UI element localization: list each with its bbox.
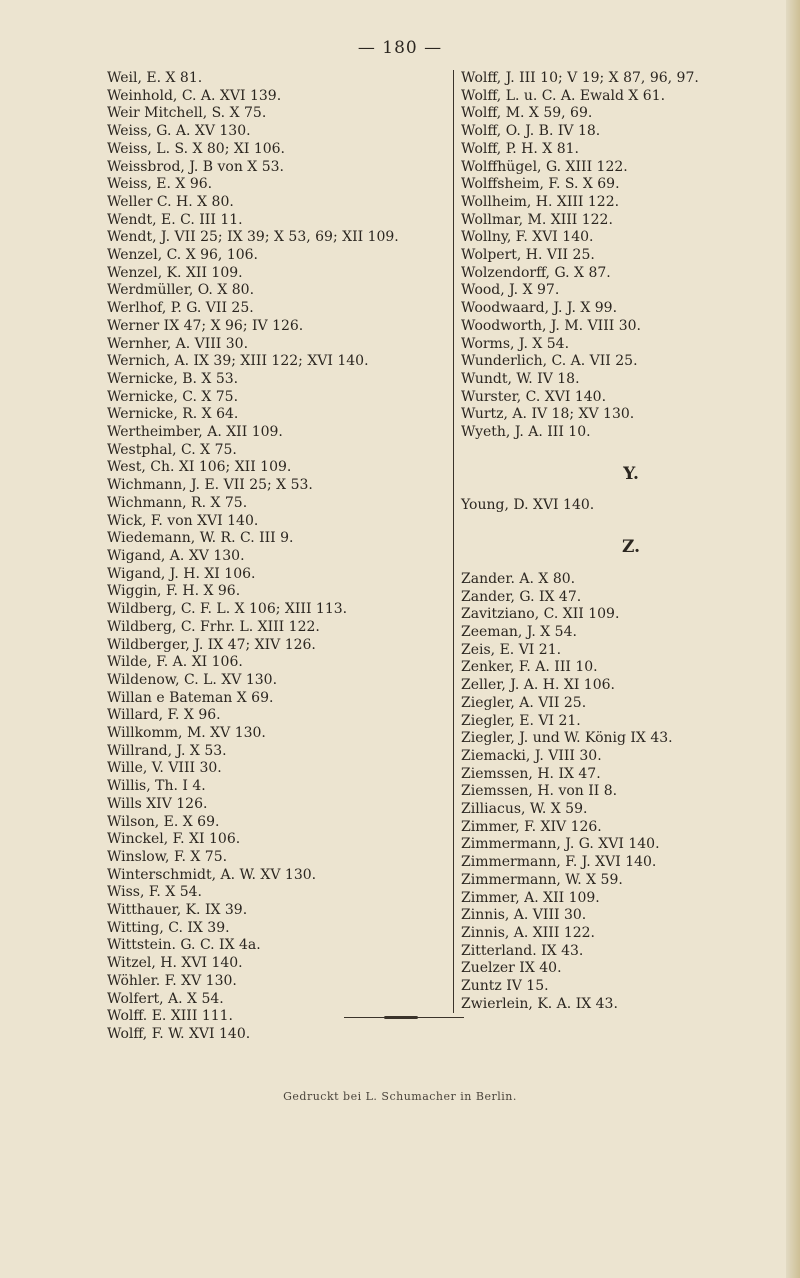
printer-imprint: Gedruckt bei L. Schumacher in Berlin. xyxy=(283,1090,517,1103)
index-entry: Willard, F. X 96. xyxy=(107,707,221,724)
index-entry: Weissbrod, J. B von X 53. xyxy=(107,158,284,175)
index-entry: Wenzel, K. XII 109. xyxy=(107,264,243,281)
index-entry: Zuelzer IX 40. xyxy=(461,960,562,977)
index-entry: Zilliacus, W. X 59. xyxy=(461,801,588,818)
closing-ornament-rule xyxy=(344,1017,464,1018)
index-entry: Werdmüller, O. X 80. xyxy=(107,282,255,299)
index-entry: Worms, J. X 54. xyxy=(461,335,570,352)
index-entry: Wildberg, C. F. L. X 106; XIII 113. xyxy=(107,601,348,618)
index-entry: Wilde, F. A. XI 106. xyxy=(107,654,243,671)
index-entry: Wills XIV 126. xyxy=(107,795,208,812)
index-entry: Zeller, J. A. H. XI 106. xyxy=(461,677,615,694)
index-entry: Wolpert, H. VII 25. xyxy=(461,247,595,264)
index-entry: Wittstein. G. C. IX 4a. xyxy=(107,937,261,954)
index-entry: Zinnis, A. VIII 30. xyxy=(461,907,587,924)
index-entry: Zitterland. IX 43. xyxy=(461,942,584,959)
index-entry: Wernicke, B. X 53. xyxy=(107,370,239,387)
index-entry: Wenzel, C. X 96, 106. xyxy=(107,247,259,264)
index-entry: Wood, J. X 97. xyxy=(461,282,560,299)
index-entry: Winckel, F. XI 106. xyxy=(107,831,241,848)
index-entry: Werner IX 47; X 96; IV 126. xyxy=(107,317,304,334)
index-entry: Zander, G. IX 47. xyxy=(461,588,582,605)
index-entry: Witthauer, K. IX 39. xyxy=(107,902,248,919)
index-entry: Wichmann, J. E. VII 25; X 53. xyxy=(107,477,313,494)
index-entry: Weir Mitchell, S. X 75. xyxy=(107,105,267,122)
index-entry: Woodwaard, J. J. X 99. xyxy=(461,300,618,317)
index-entry: Wernicke, R. X 64. xyxy=(107,406,239,423)
index-entry: Wolfert, A. X 54. xyxy=(107,990,224,1007)
index-entry: Wyeth, J. A. III 10. xyxy=(461,424,591,441)
index-entry: Witzel, H. XVI 140. xyxy=(107,955,243,972)
index-entry: Wernicke, C. X 75. xyxy=(107,388,239,405)
index-entry: Wollny, F. XVI 140. xyxy=(461,229,594,246)
index-entry: Weil, E. X 81. xyxy=(107,70,203,86)
index-entry: Wernich, A. IX 39; XIII 122; XVI 140. xyxy=(107,353,369,370)
index-entry: Wiss, F. X 54. xyxy=(107,884,203,901)
index-entry: Winslow, F. X 75. xyxy=(107,848,228,865)
index-entry: Wollheim, H. XIII 122. xyxy=(461,193,620,210)
index-entry: Willrand, J. X 53. xyxy=(107,742,227,759)
index-entry: Wolffhügel, G. XIII 122. xyxy=(461,158,628,175)
index-entry: Ziemssen, H. IX 47. xyxy=(461,765,601,782)
index-entry: Weiss, G. A. XV 130. xyxy=(107,123,251,140)
index-entry: Wiedemann, W. R. C. III 9. xyxy=(107,530,294,547)
page-edge xyxy=(786,0,800,1278)
index-entry: Wolffsheim, F. S. X 69. xyxy=(461,176,620,193)
index-entry: Wunderlich, C. A. VII 25. xyxy=(461,353,638,370)
index-entry: Wöhler. F. XV 130. xyxy=(107,972,237,989)
index-entry: Wille, V. VIII 30. xyxy=(107,760,222,777)
index-entry: Winterschmidt, A. W. XV 130. xyxy=(107,866,317,883)
index-entry: Wildenow, C. L. XV 130. xyxy=(107,671,278,688)
index-entry: Ziegler, A. VII 25. xyxy=(461,694,587,711)
index-entry: Zinnis, A. XIII 122. xyxy=(461,924,595,941)
index-list-y xyxy=(461,497,800,515)
index-entry: Ziegler, E. VI 21. xyxy=(461,712,581,729)
index-entry: Weinhold, C. A. XVI 139. xyxy=(107,87,282,104)
index-entry: Willis, Th. I 4. xyxy=(107,778,206,795)
index-entry: Wendt, J. VII 25; IX 39; X 53, 69; XII 109. xyxy=(107,229,399,246)
index-entry: Wundt, W. IV 18. xyxy=(461,370,580,387)
index-entry: Zimmermann, J. G. XVI 140. xyxy=(461,836,660,853)
index-entry: Zwierlein, K. A. IX 43. xyxy=(461,995,618,1012)
index-entry: Weller C. H. X 80. xyxy=(107,193,234,210)
index-entry: Zenker, F. A. III 10. xyxy=(461,659,598,676)
index-entry: Ziemacki, J. VIII 30. xyxy=(461,747,602,764)
index-entry: Young, D. XVI 140. xyxy=(461,497,595,514)
index-entry: Ziemssen, H. von II 8. xyxy=(461,783,618,800)
index-entry: Zeis, E. VI 21. xyxy=(461,641,562,658)
index-entry: Westphal, C. X 75. xyxy=(107,441,237,458)
index-entry: Zeeman, J. X 54. xyxy=(461,623,577,640)
index-entry: Wolff. E. XIII 111. xyxy=(107,1008,233,1025)
index-entry: Wiggin, F. H. X 96. xyxy=(107,583,241,600)
index-column-left xyxy=(107,70,442,1044)
index-entry: Zimmer, A. XII 109. xyxy=(461,889,600,906)
index-entry: Wildberger, J. IX 47; XIV 126. xyxy=(107,636,316,653)
index-entry: Zimmermann, F. J. XVI 140. xyxy=(461,854,657,871)
index-entry: Zimmer, F. XIV 126. xyxy=(461,818,602,835)
index-entry: Wendt, E. C. III 11. xyxy=(107,211,243,228)
index-entry: Wick, F. von XVI 140. xyxy=(107,512,259,529)
index-entry: Zimmermann, W. X 59. xyxy=(461,871,623,888)
index-entry: Wigand, J. H. XI 106. xyxy=(107,565,256,582)
index-entry: Wollmar, M. XIII 122. xyxy=(461,211,613,228)
index-entry: Wigand, A. XV 130. xyxy=(107,547,245,564)
index-entry: Wolff, O. J. B. IV 18. xyxy=(461,123,601,140)
index-entry: Weiss, L. S. X 80; XI 106. xyxy=(107,140,285,157)
index-entry: Ziegler, J. und W. König IX 43. xyxy=(461,730,673,747)
page-number: — 180 — xyxy=(357,38,443,58)
index-entry: Zander. A. X 80. xyxy=(461,570,576,587)
index-entry: Willan e Bateman X 69. xyxy=(107,689,274,706)
section-letter-z: Z. xyxy=(621,537,641,558)
index-entry: Werlhof, P. G. VII 25. xyxy=(107,300,254,317)
index-entry: Wolff, F. W. XVI 140. xyxy=(107,1025,251,1042)
index-entry: Wolff, P. H. X 81. xyxy=(461,140,579,157)
index-entry: Wolff, M. X 59, 69. xyxy=(461,105,593,122)
index-list-z xyxy=(461,571,800,1014)
index-column-right xyxy=(453,70,800,1013)
index-list-w xyxy=(461,70,800,442)
index-entry: Wildberg, C. Frhr. L. XIII 122. xyxy=(107,618,320,635)
index-entry: Zuntz IV 15. xyxy=(461,978,549,995)
index-entry: Wurster, C. XVI 140. xyxy=(461,388,607,405)
index-entry: Wurtz, A. IV 18; XV 130. xyxy=(461,406,635,423)
index-entry: Weiss, E. X 96. xyxy=(107,176,213,193)
index-entry: Witting, C. IX 39. xyxy=(107,919,230,936)
index-entry: Wichmann, R. X 75. xyxy=(107,494,248,511)
section-letter-y: Y. xyxy=(623,463,639,484)
index-entry: Wernher, A. VIII 30. xyxy=(107,335,249,352)
index-entry: Wolff, L. u. C. A. Ewald X 61. xyxy=(461,87,666,104)
index-entry: Zavitziano, C. XII 109. xyxy=(461,606,620,623)
index-entry: Willkomm, M. XV 130. xyxy=(107,725,266,742)
index-entry: Woodworth, J. M. VIII 30. xyxy=(461,317,641,334)
index-entry: Wolzendorff, G. X 87. xyxy=(461,264,611,281)
index-entry: Wilson, E. X 69. xyxy=(107,813,220,830)
index-entry: Wolff, J. III 10; V 19; X 87, 96, 97. xyxy=(461,70,699,86)
index-entry: Wertheimber, A. XII 109. xyxy=(107,424,283,441)
index-entry: West, Ch. XI 106; XII 109. xyxy=(107,459,292,476)
